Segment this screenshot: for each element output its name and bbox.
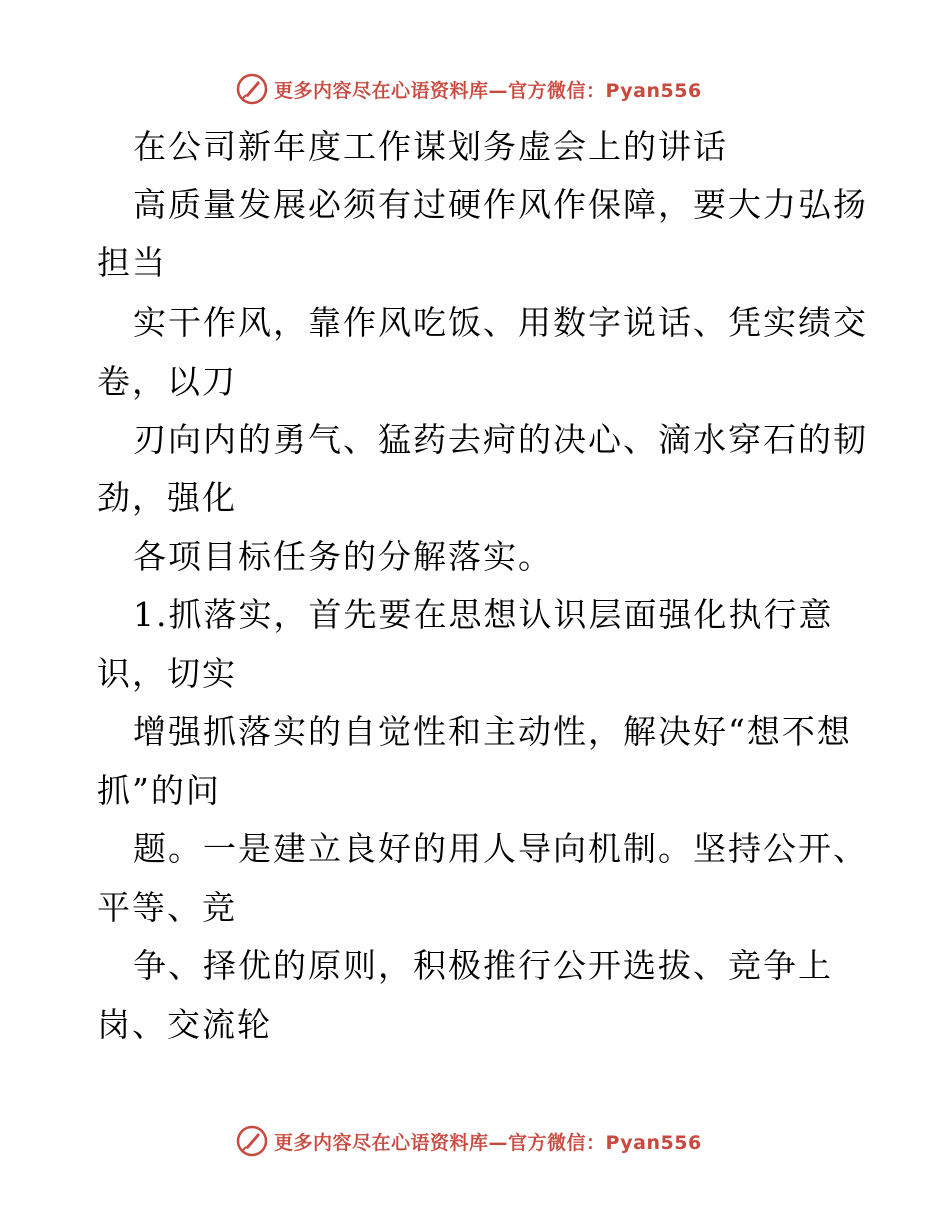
paragraph-line: 刃向内的勇气、猛药去疴的决心、滴水穿石的韧	[133, 420, 868, 459]
paragraph-line: 争、择优的原则，积极推行公开选拔、竞争上	[133, 946, 833, 985]
watermark-text: 更多内容尽在心语资料库—官方微信：Pyan556	[274, 1131, 702, 1154]
paragraph-line: 实干作风，靠作风吃饭、用数字说话、凭实绩交	[133, 303, 868, 342]
watermark-text: 更多内容尽在心语资料库—官方微信：Pyan556	[274, 79, 702, 102]
document-title: 在公司新年度工作谋划务虚会上的讲话	[133, 127, 728, 166]
footer-watermark	[236, 1124, 702, 1158]
paragraph-line: 劲，强化	[97, 478, 237, 517]
paragraph-line: 1.抓落实，首先要在思想认识层面强化执行意	[133, 595, 834, 634]
paragraph-line: 抓”的问	[97, 771, 221, 810]
paragraph-line: 卷，以刀	[97, 362, 237, 401]
quill-logo-icon	[236, 1125, 268, 1157]
paragraph-line: 题。一是建立良好的用人导向机制。坚持公开、	[133, 829, 868, 868]
paragraph-line: 岗、交流轮	[97, 1005, 272, 1044]
paragraph-line: 增强抓落实的自觉性和主动性，解决好“想不想	[133, 712, 852, 751]
paragraph-line: 识，切实	[97, 654, 237, 693]
paragraph-line: 高质量发展必须有过硬作风作保障，要大力弘扬	[133, 185, 868, 224]
paragraph-line: 平等、竞	[97, 888, 237, 927]
paragraph-line: 各项目标任务的分解落实。	[133, 537, 553, 576]
paragraph-line: 担当	[97, 243, 167, 282]
